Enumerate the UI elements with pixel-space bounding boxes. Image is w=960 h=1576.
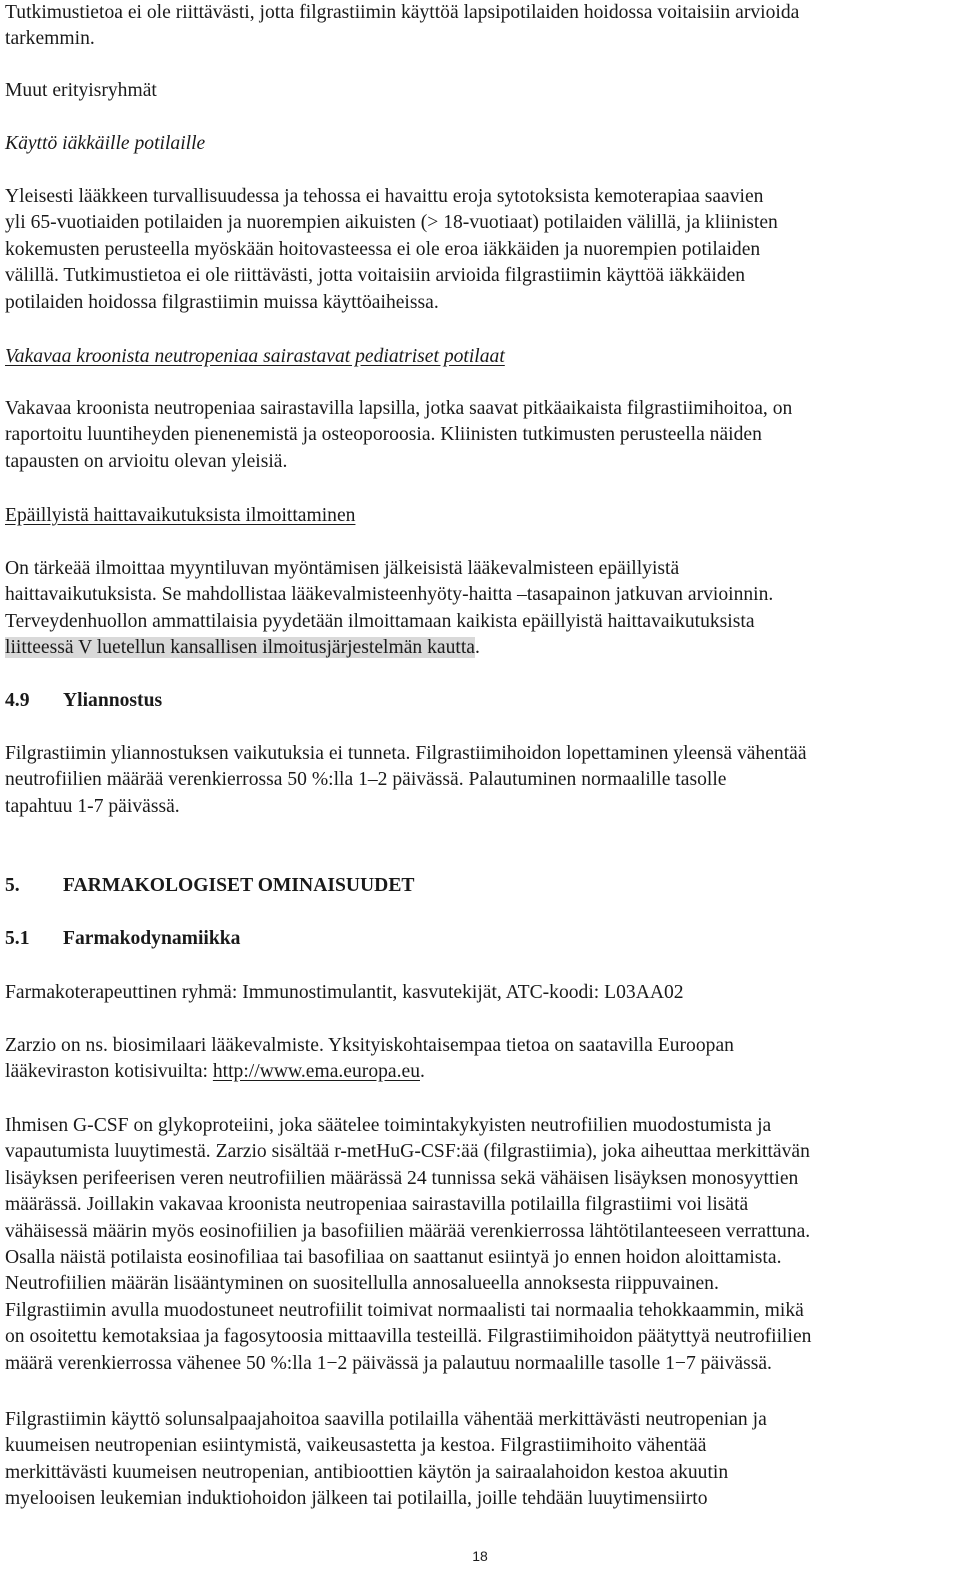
reporting-paragraph (5, 556, 955, 662)
text-line: vapautumista luuytimestä. Zarzio sisältää r-metHuG-CSF:ää (filgrastiimia), joka aiheuttaa merkittävän (5, 1141, 810, 1163)
link-prefix: lääkeviraston kotisivuilta: (5, 1061, 213, 1083)
elderly-paragraph (5, 184, 955, 316)
text-line: Farmakoterapeuttinen ryhmä: Immunostimulantit, kasvutekijät, ATC-koodi: L03AA02 (5, 982, 684, 1003)
intro-paragraph (5, 0, 955, 53)
pediatric-heading-block (5, 344, 955, 370)
section-number: 5.1 (5, 928, 30, 949)
text-line: Osalla näistä potilaista eosinofiliaa tai basofiliaa on saattanut esiintyä jo ennen hoidon aloittamista. (5, 1246, 782, 1268)
text-line: tapahtuu 1-7 päivässä. (5, 795, 180, 817)
text-line: neutrofiilien määrää verenkierrossa 50 %:lla 1–2 päivässä. Palautuminen normaalille tasolle (5, 769, 727, 791)
text-line: Neutrofiilien määrän lisääntyminen on suositellulla annosalueella annoksesta riippuvainen. (5, 1273, 719, 1295)
text-line: yli 65-vuotiaiden potilaiden ja nuorempien aikuisten (> 18-vuotiaat) potilaiden välillä, ja kliinisten (5, 212, 778, 234)
text-line: Vakavaa kroonista neutropeniaa sairastavilla lapsilla, jotka saavat pitkäaikaista filgrastiimihoitoa, on (5, 398, 793, 419)
text-line: Tutkimustietoa ei ole riittävästi, jotta filgrastiimin käyttöä lapsipotilaiden hoidossa voitaisiin arvioida (5, 2, 800, 23)
text-line: tarkemmin. (5, 28, 95, 50)
gcsf-paragraph (5, 1113, 955, 1377)
section-5-1-heading (5, 926, 955, 952)
text-line: on osoitettu kemotaksiaa ja fagosytoosia mittaavilla testeillä. Filgrastiimihoidon päätyttyä neutrofiilien (5, 1326, 812, 1348)
pediatric-heading: Vakavaa kroonista neutropeniaa sairastavat pediatriset potilaat (5, 346, 505, 367)
overdose-paragraph (5, 741, 955, 820)
section-title: FARMAKOLOGISET OMINAISUUDET (63, 875, 415, 896)
text-line: määrä verenkierrossa vähenee 50 %:lla 1−2 päivässä ja palautuu normaalille tasolle 1−7 päivässä. (5, 1352, 772, 1374)
text-line: vähäisessä määrin myös eosinofiilien ja basofiilien määrää verenkierrossa lähtötilanteeseen verrattuna. (5, 1220, 811, 1242)
text-line: Terveydenhuollon ammattilaisia pyydetään ilmoittamaan kaikista epäillyistä haittavaikutuksista (5, 610, 755, 632)
text-line: Yleisesti lääkkeen turvallisuudessa ja tehossa ei havaittu eroja sytotoksista kemoterapiaa saavien (5, 186, 764, 207)
text-line: lisäyksen perifeerisen veren neutrofiilien määrässä 24 tunnissa sekä vähäisen lisäyksen monosyyttien (5, 1167, 799, 1189)
text-line: Filgrastiimin avulla muodostuneet neutrofiilit toimivat normaalisti tai normaalia tehokkaammin, mikä (5, 1299, 804, 1321)
text-line: kuumeisen neutropenian esiintymistä, vaikeusastetta ja kestoa. Filgrastiimihoito vähentää (5, 1435, 707, 1457)
reporting-heading: Epäillyistä haittavaikutuksista ilmoittaminen (5, 505, 356, 526)
text-line: Ihmisen G-CSF on glykoproteiini, joka säätelee toimintakykyisten neutrofiilien muodostumista ja (5, 1115, 772, 1136)
pediatric-paragraph (5, 396, 955, 475)
highlighted-text: liitteessä V luetellun kansallisen ilmoitusjärjestelmän kautta (5, 637, 475, 659)
text-line: Filgrastiimin käyttö solunsalpaajahoitoa saavilla potilailla vähentää merkittävästi neutropenian ja (5, 1409, 767, 1430)
text-line (5, 1059, 955, 1085)
section-5-heading (5, 873, 955, 899)
section-title: Farmakodynamiikka (63, 928, 241, 949)
special-groups-heading-block (5, 78, 955, 104)
section-title: Yliannostus (63, 690, 163, 711)
reporting-heading-block (5, 503, 955, 529)
text-line: haittavaikutuksista. Se mahdollistaa lääkevalmisteenhyöty-haitta –tasapainon jatkuvan arvioinnin. (5, 584, 774, 606)
text-line: välillä. Tutkimustietoa ei ole riittävästi, jotta voitaisiin arvioida filgrastiimin käyttöä iäkkäiden (5, 265, 746, 287)
chemo-paragraph (5, 1407, 955, 1513)
text-line: On tärkeää ilmoittaa myyntiluvan myöntämisen jälkeisistä lääkevalmisteen epäillyistä (5, 558, 680, 579)
ema-website-link[interactable]: http://www.ema.europa.eu (212, 1061, 420, 1083)
text-line (5, 635, 955, 661)
text-line: myelooisen leukemian induktiohoidon jälkeen tai potilailla, joille tehdään luuytimensiirto (5, 1488, 708, 1510)
text-line: määrässä. Joillakin vakavaa kroonista neutropeniaa sairastavilla potilailla filgrastiimi voi lisätä (5, 1194, 749, 1216)
highlighted-tail: . (474, 637, 480, 659)
text-line: raportoitu luuntiheyden pienenemistä ja osteoporoosia. Kliinisten tutkimusten perusteella näiden (5, 424, 762, 446)
text-line: tapausten on arvioitu olevan yleisiä. (5, 450, 288, 472)
section-4-9-heading (5, 688, 955, 714)
elderly-heading-block (5, 131, 955, 157)
biosimilar-paragraph (5, 1033, 955, 1086)
text-line: kokemusten perusteella myöskään hoitovasteessa ei ole eroa iäkkäiden ja nuorempien potilaiden (5, 238, 761, 260)
text-line: Zarzio on ns. biosimilaari lääkevalmiste. Yksityiskohtaisempaa tietoa on saatavilla Euroopan (5, 1035, 734, 1056)
special-groups-heading: Muut erityisryhmät (5, 80, 157, 101)
text-line: merkittävästi kuumeisen neutropenian, antibioottien käytön ja sairaalahoidon kestoa akuutin (5, 1461, 729, 1483)
text-line: Filgrastiimin yliannostuksen vaikutuksia ei tunneta. Filgrastiimihoidon lopettaminen yleensä vähentää (5, 743, 807, 764)
section-number: 5. (5, 875, 20, 896)
text-line: potilaiden hoidossa filgrastiimin muissa käyttöaiheissa. (5, 291, 439, 313)
elderly-heading: Käyttö iäkkäille potilaille (5, 133, 206, 154)
page-number: 18 (472, 1548, 488, 1564)
link-suffix: . (420, 1061, 425, 1083)
section-number: 4.9 (5, 690, 30, 711)
pharmacotherapeutic-group (5, 980, 955, 1006)
